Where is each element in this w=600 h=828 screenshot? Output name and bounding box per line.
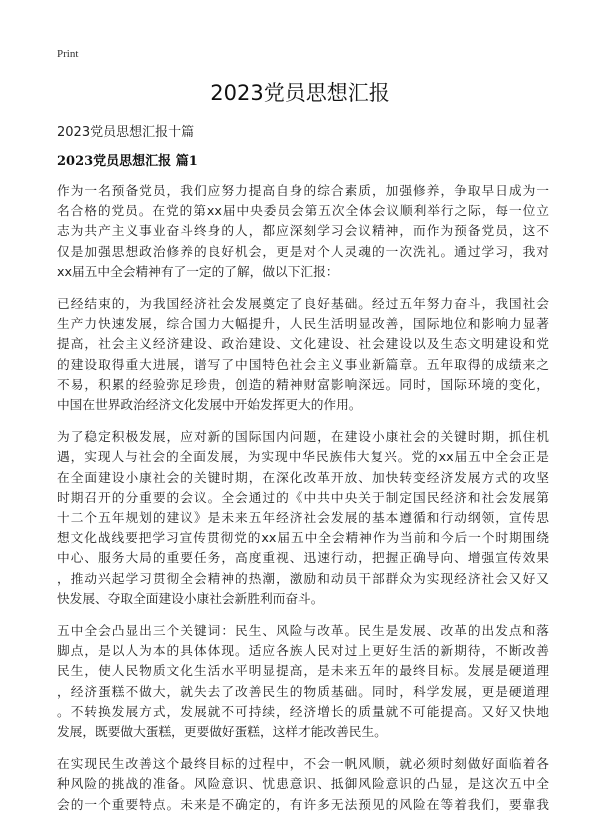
paragraph-line: 民生，使人民物质文化生活水平明显提高，是未来五年的最终目标。发展是硬道理 (57, 663, 549, 679)
paragraph-line: 生产力快速发展，综合国力大幅提升，人民生活明显改善，国际地位和影响力显著 (57, 316, 549, 332)
paragraph-line: xx届五中全会精神有了一定的了解，做以下汇报： (57, 263, 339, 279)
section-heading: 2023党员思想汇报 篇1 (57, 154, 198, 169)
paragraph-line: 十二个五年规划的建议》是未来五年经济社会发展的基本遵循和行动纲领，宣传思 (57, 510, 549, 526)
paragraph-line: 作为一名预备党员，我们应努力提高自身的综合素质，加强修养，争取早日成为一 (57, 183, 549, 198)
paragraph-line: 中国在世界政治经济文化发展中开始发挥更大的作用。 (57, 397, 362, 413)
paragraph-line: ，推动兴起学习贯彻全会精神的热潮，激励和动员干部群众为实现经济社会又好又 (57, 570, 549, 586)
paragraph-line: 种风险的挑战的准备。风险意识、忧患意识、抵御风险意识的凸显，是这次五中全 (57, 776, 549, 792)
paragraph-line: 快发展、夺取全面建设小康社会新胜利而奋斗。 (57, 590, 324, 606)
paragraph-line: 在实现民生改善这个最终目标的过程中，不会一帆风顺，就必须时刻做好面临着各 (57, 756, 549, 772)
document-title: 2023党员思想汇报 (210, 81, 390, 105)
paragraph-line: 为了稳定积极发展，应对新的国际国内问题，在建设小康社会的关键时期，抓住机 (57, 429, 549, 445)
paragraph (57, 181, 549, 282)
document-body (57, 181, 549, 827)
paragraph-line: 名合格的党员。在党的第xx届中央委员会第五次全体会议顺利举行之际，每一位立 (57, 203, 549, 219)
paragraph-line: 已经结束的，为我国经济社会发展奠定了良好基础。经过五年努力奋斗，我国社会 (57, 296, 549, 312)
paragraph-line: 时期召开的分重要的会议。全会通过的《中共中央关于制定国民经济和社会发展第 (57, 489, 549, 505)
document-subtitle: 2023党员思想汇报十篇 (57, 125, 195, 140)
paragraph (57, 294, 549, 415)
paragraph-line: 的建设取得重大进展，谱写了中国特色社会主义事业新篇章。五年取得的成绩来之 (57, 356, 549, 372)
print-label: Print (57, 48, 79, 60)
paragraph-line: 发展，既要做大蛋糕，更要做好蛋糕，这样才能改善民生。 (57, 724, 387, 740)
paragraph-line: 脚点，是以人为本的具体体现。适应各族人民对过上更好生活的新期待，不断改善 (57, 643, 549, 659)
paragraph (57, 754, 549, 815)
paragraph-line: 仅是加强思想政治修养的良好机会，更是对个人灵魂的一次洗礼。通过学习，我对 (57, 243, 549, 259)
paragraph (57, 621, 549, 742)
paragraph-line: 志为共产主义事业奋斗终身的人，都应深刻学习会议精神，而作为预备党员，这不 (57, 223, 549, 239)
paragraph-line: 提高，社会主义经济建设、政治建设、文化建设、社会建设以及生态文明建设和党 (57, 336, 549, 352)
paragraph-line: 五中全会凸显出三个关键词：民生、风险与改革。民生是发展、改革的出发点和落 (57, 623, 549, 639)
paragraph-line: 遇，实现人与社会的全面发展，为实现中华民族伟大复兴。党的xx届五中全会正是 (57, 449, 549, 465)
paragraph-line: 想文化战线要把学习宣传贯彻党的xx届五中全会精神作为当前和今后一个时期围绕 (57, 530, 549, 546)
paragraph-line: 在全面建设小康社会的关键时期，在深化改革开放、加快转变经济发展方式的攻坚 (57, 469, 549, 485)
paragraph-line: 会的一个重要特点。未来是不确定的，有许多无法预见的风险在等着我们，要靠我 (57, 796, 549, 812)
paragraph-line: 中心、服务大局的重要任务，高度重视、迅速行动，把握正确导向、增强宣传效果 (57, 550, 549, 566)
paragraph (57, 427, 549, 609)
paragraph-line: 不易，积累的经验弥足珍贵，创造的精神财富影响深远。同时，国际环境的变化， (57, 376, 549, 392)
paragraph-line: 。不转换发展方式，发展就不可持续，经济增长的质量就不可能提高。又好又快地 (57, 703, 549, 719)
paragraph-line: ，经济蛋糕不做大，就失去了改善民生的物质基础。同时，科学发展，更是硬道理 (57, 683, 549, 699)
